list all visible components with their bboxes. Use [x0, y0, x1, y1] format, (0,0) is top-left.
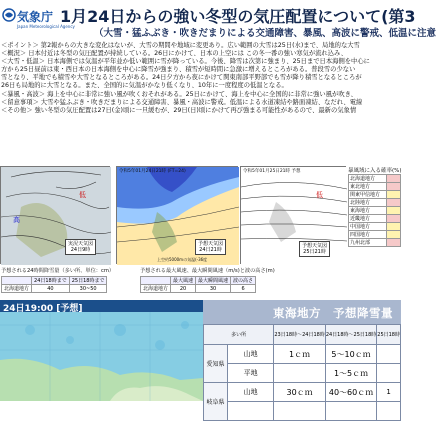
- precipitation-forecast-map: [0, 300, 203, 401]
- table-row: 関東甲信地方: [349, 191, 401, 199]
- precipitation-map-graphic: [0, 300, 203, 401]
- upper-air-temperature-map: [116, 166, 238, 264]
- page-title: 1月24日からの強い冬型の気圧配置について(第3: [60, 7, 416, 26]
- table-row: 中国地方: [349, 223, 401, 231]
- map3-header: 令和5年01月25日21時 予想: [243, 169, 301, 174]
- header: [0, 0, 436, 42]
- wind-table-title: 予想される最大風速、最大瞬間風速（m/s)と波の高さ(m): [140, 268, 275, 274]
- table-row: 最大風速 最大瞬間風速 波の高さ: [141, 277, 256, 285]
- agency-name: 気象庁: [17, 10, 54, 24]
- svg-text:低: 低: [316, 191, 323, 199]
- table-row: [204, 402, 401, 421]
- warning-table: [348, 174, 401, 247]
- svg-text:高: 高: [13, 216, 20, 224]
- table-row: 平地 1～5ｃｍ: [204, 364, 401, 383]
- radar-timestamp: 24日19:00 [予想]: [3, 304, 83, 314]
- tokai-snowfall-table: [203, 324, 401, 421]
- map2-scale: 上空約5000mの気温(-36度: [157, 257, 208, 262]
- snow-line-1: ＜大雪・低温＞ 日本海側では気温が平年並か低い範囲に雪が降っている。今後、降雪は次第に強まり、25日まで日本海側を中心に: [1, 58, 370, 66]
- table-row: 近畿地方: [349, 215, 401, 223]
- tokai-snowfall-panel: [203, 300, 401, 406]
- svg-text:低: 低: [79, 191, 86, 199]
- agency-sub: Japan Meteorological Agency: [17, 24, 75, 29]
- forecast-isobars: [241, 167, 347, 265]
- point-line: ＜ポイント＞ 第2報からの大きな変化はないが、大雪の期間や地域に変更あり。広い範囲の大雪は25日(水)まで、局地的な大雪: [1, 42, 360, 49]
- table-row: 四国地方: [349, 231, 401, 239]
- jma-logo: [2, 4, 75, 38]
- surface-weather-map: [0, 166, 110, 264]
- wind-line: ＜暴風・高波＞ 海上を中心に非常に強い風が吹くおそれがある。25日にかけて、海上を中心に全国的に非常に強い風が吹き、: [1, 90, 357, 98]
- table-row: 北海道地方: [349, 175, 401, 183]
- map2-label: 予想天気図 24日21時: [195, 239, 226, 255]
- snow-line-2: 方から25日昼前は東・西日本の日本海側を中心に降雪が強まり、積雪が短時間に急激に増えるところがある。普段雪の少ない: [1, 66, 356, 74]
- table-row: 北陸地方: [349, 199, 401, 207]
- table-row: 東海地方: [349, 207, 401, 215]
- caution-line: ＜留意事項＞ 大雪や猛ふぶき・吹きだまりによる交通障害、暴風・高波に警戒。低温による水道凍結や路面凍結、なだれ、電線: [1, 98, 363, 106]
- table-row: 24日18時まで 25日18時まで: [2, 277, 107, 285]
- snowfall-table-title: 予想される24時間降雪量（多い所、単位：cm）: [1, 268, 115, 274]
- jma-logo-icon: [2, 8, 16, 22]
- snow-line-3: 雪となり、平地でも積雪や大雪となるところがある。24日夕方から夜にかけて関東南部平野部でも雪が降り積雪となるところが: [1, 74, 362, 82]
- table-row: 北海道地方 40 30~50: [2, 285, 107, 293]
- snow-line-4: 26日も局地的に大雪となる。また、全国的に気温がかなり低くなり、10年に一度程度の低温となる。: [1, 82, 288, 90]
- page-subtitle: （大雪・猛ふぶき・吹きだまりによる交通障害、暴風、高波に警戒、低温に注意: [94, 28, 436, 39]
- tokai-title: 東海地方 予想降雪量: [273, 306, 393, 320]
- wind-table: [140, 276, 256, 293]
- radar-header: [0, 300, 203, 312]
- table-row: 東北地方: [349, 183, 401, 191]
- table-row: 愛知県 山地 1ｃｍ 5～10ｃｍ: [204, 345, 401, 364]
- table-row: 九州北部: [349, 239, 401, 247]
- table-row: 岐阜県 山地 30ｃｍ 40～60ｃｍ 1: [204, 383, 401, 402]
- summary-text: [1, 42, 401, 162]
- snowfall-table: [1, 276, 107, 293]
- other-line: ＜その他＞ 強い冬型の気圧配置は27日(金)頃に一旦緩むが、29日(日)頃にかけて再び強まる可能性があるので、最新の気象情: [1, 106, 357, 114]
- forecast-weather-map: [240, 166, 346, 264]
- map2-header: 令和5年01月24日21時 (FT=24): [119, 169, 186, 174]
- overview-line: ＜概況＞ 日本付近は冬型の気圧配置が持続している。26日にかけて、日本の上空には この冬一番の強い寒気が流れ込み、: [1, 50, 348, 58]
- map3-label: 予想天気図 25日21時: [299, 241, 330, 257]
- tokai-header: [203, 300, 401, 324]
- table-row: 北海道地方 20 30 6: [141, 285, 256, 293]
- warning-title: 暴風域に入る確率(%): [348, 168, 402, 174]
- table-row: 多い所 23日18時～24日18時 24日18時～25日18時 25日18時: [204, 325, 401, 345]
- map1-label: 実況天気図 24日9時: [65, 239, 96, 255]
